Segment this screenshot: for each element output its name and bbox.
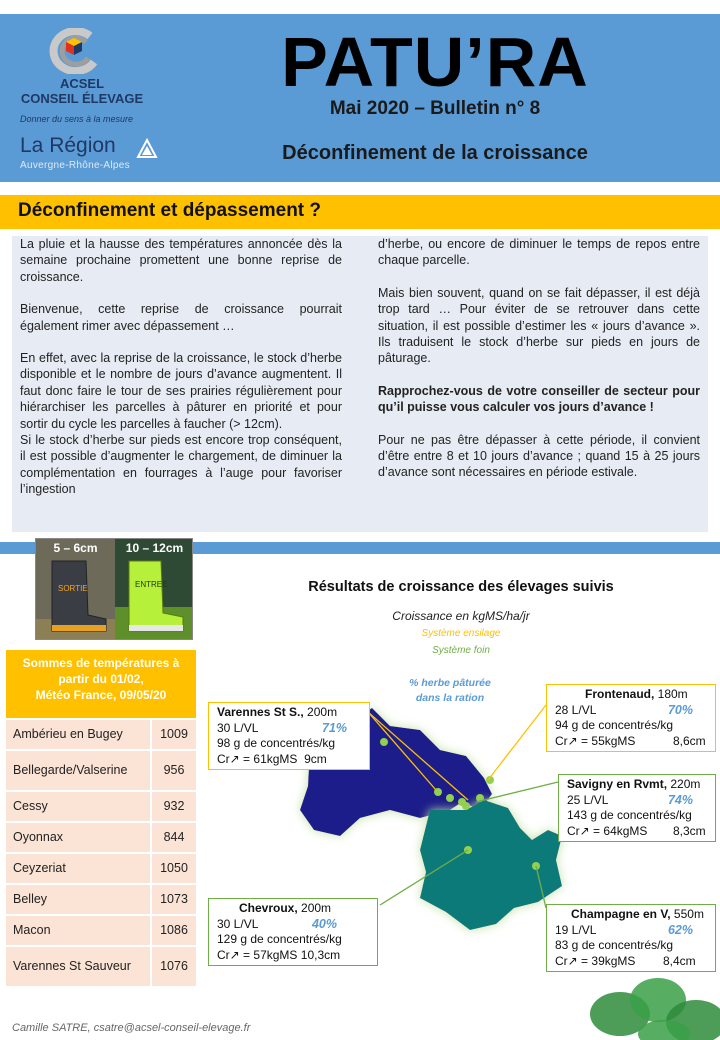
table-row [6,749,196,790]
article-callout: Rapprochez-vous de votre conseiller de secteur pour qu’il puisse vous calculer vos jours d’avance ! [378,383,700,415]
table-row [6,945,196,986]
farm-herb-percent: 40% [311,916,337,931]
article-column-right [378,236,700,497]
acsel-logo-icon [42,28,102,74]
article-paragraph: d’herbe, ou encore de diminuer le temps de repos entre chaque parcelle. [378,237,700,268]
farm-herb-percent: 74% [667,792,693,807]
farm-milk: 19 L/VL [555,922,597,937]
article-paragraph: Bienvenue, cette reprise de croissance pourrait également rimer avec dépassement … [20,302,342,333]
farm-name: Savigny en Rvmt, [567,777,668,791]
farm-name: Champagne en V, [571,907,671,921]
table-row [6,821,196,852]
farm-height: 8,6cm [673,733,706,748]
farm-growth: Cr↗ = 61kgMS [217,751,298,766]
article-paragraph: La pluie et la hausse des températures annoncée dès la semaine prochaine promettent une bonne reprise de croissance. [20,237,342,284]
temperature-sum: 932 [163,799,185,813]
table-row [6,914,196,945]
page-title: PATU’RA [281,23,589,101]
farm-marker [380,738,388,746]
temperature-sum: 844 [163,830,185,844]
herbe-note-line: % herbe pâturée [409,677,491,689]
article-column-left [20,236,342,498]
farm-altitude: 550m [670,907,704,921]
farm-height: 8,4cm [663,953,696,968]
boot-photo-low-grass [36,539,115,640]
farm-marker [434,788,442,796]
farm-milk: 30 L/VL [217,720,259,735]
farm-herb-percent: 70% [667,702,693,717]
article-paragraph: En effet, avec la reprise de la croissance, le stock d’herbe disponible et le nombre de jours d’avance augmentent. Il faut donc faire le tour de ses prairies régulièrement pour hiérarchiser les parcelles à pâturer en priorité et pour sortir du cycle les parcelles à faucher (> 12cm). [20,351,342,431]
farm-herb-percent: 62% [667,922,693,937]
boot-text-right: ENTREE [135,580,168,589]
article-paragraph: Mais bien souvent, quand on se fait dépasser, il est déjà trop tard … Pour éviter de se retrouver dans cette situation, il est possible d’estimer les « jours d’avance ». Ils traduisent le stock d’herbe sur pieds en jours de pâturage. [378,285,700,366]
farm-name: Varennes St S., [217,705,304,719]
farm-concentrates: 129 g de concentrés/kg [217,932,342,946]
station-name: Bellegarde/Valserine [13,763,128,777]
station-name: Varennes St Sauveur [13,959,131,973]
legend-ensilage: Système ensilage [421,628,501,639]
farm-name: Frontenaud, [585,687,655,701]
logo-name [14,76,150,106]
logo-tagline: Donner du sens à la mesure [20,114,134,124]
map-ain [420,800,562,930]
farm-marker [476,794,484,802]
farm-altitude: 200m [303,705,338,719]
station-name: Ambérieu en Bugey [13,727,123,741]
header-banner [0,14,720,182]
logo-sub-text: CONSEIL ÉLEVAGE [20,91,144,106]
temperature-table [6,718,196,986]
results-title: Résultats de croissance des élevages suivis [308,579,614,595]
temperature-sum: 1009 [160,727,188,741]
farm-milk: 30 L/VL [217,916,259,931]
farm-concentrates: 83 g de concentrés/kg [555,938,674,952]
farm-card-savigny [558,774,716,842]
farm-card-varennes [208,702,370,770]
farm-marker [462,802,470,810]
farm-altitude: 180m [654,687,688,701]
farm-herb-percent: 71% [321,720,347,735]
station-name: Cessy [13,799,48,813]
temperature-sum: 1073 [160,892,188,906]
region-sub: Auvergne-Rhône-Alpes [20,160,130,171]
farm-growth: Cr↗ = 57kgMS [217,947,298,962]
table-row [6,852,196,883]
photo-label-right: 10 – 12cm [125,541,184,555]
section-heading: Déconfinement et dépassement ? [18,200,322,221]
station-name: Macon [13,923,51,937]
temperature-sum: 1076 [160,959,188,973]
results-units: Croissance en kgMS/ha/jr [392,609,530,623]
boot-photo-high-grass [115,539,193,640]
farm-marker [446,794,454,802]
farm-growth: Cr↗ = 64kgMS [567,823,648,838]
farm-card-chevroux [208,898,378,966]
table-row [6,790,196,821]
region-logo-icon [136,138,158,160]
page-subtitle: Déconfinement de la croissance [282,142,588,164]
boots-photo [35,538,193,640]
station-name: Ceyzeriat [13,861,66,875]
farm-name: Chevroux, [239,901,298,915]
farm-card-frontenaud [546,684,716,752]
station-name: Belley [13,892,48,906]
farm-height: 9cm [304,751,327,766]
farm-growth: Cr↗ = 55kgMS [555,733,636,748]
section-banner [0,195,720,229]
legend-foin: Système foin [432,645,490,656]
temperature-sum: 1050 [160,861,188,875]
article-body [12,236,708,532]
bulletin-number: Mai 2020 – Bulletin n° 8 [329,98,541,119]
temperature-table-header [6,650,196,718]
table-row [6,718,196,749]
herbe-note [386,676,514,706]
temperature-header-line: Météo France, 09/05/20 [35,688,167,702]
farm-milk: 25 L/VL [567,792,609,807]
farm-concentrates: 143 g de concentrés/kg [567,808,692,822]
footer-contact: Camille SATRE, csatre@acsel-conseil-elevage.fr [12,1022,251,1034]
farm-altitude: 220m [667,777,701,791]
region-name: La Région [20,134,116,157]
farm-height: 8,3cm [673,823,706,838]
article-paragraph: Si le stock d’herbe sur pieds est encore trop conséquent, il est possible d’augmenter le chargement, de diminuer la complémentation en fourrages à l’auge pour favoriser l’ingestion [20,433,342,497]
temperature-sum: 1086 [160,923,188,937]
farm-concentrates: 98 g de concentrés/kg [217,736,336,750]
farm-marker [464,846,472,854]
boot-text-left: SORTIE [58,584,88,593]
temperature-header-line: Sommes de températures à [22,656,180,670]
farm-concentrates: 94 g de concentrés/kg [555,718,674,732]
clover-icon [560,930,720,1040]
photo-label-left: 5 – 6cm [53,541,98,555]
farm-marker [532,862,540,870]
farm-height: 10,3cm [300,947,341,962]
farm-altitude: 200m [297,901,332,915]
farm-milk: 28 L/VL [555,702,597,717]
article-paragraph: Pour ne pas être dépasser à cette période, il convient d’être entre 8 et 10 jours d’avance ; quand 15 à 25 jours d’avance sont nécessaires en période estivale. [378,432,700,480]
temperature-header-line: partir du 01/02, [58,672,144,686]
herbe-note-line: dans la ration [415,692,485,704]
station-name: Oyonnax [13,830,64,844]
farm-marker [486,776,494,784]
logo-name-text: ACSEL [59,76,105,91]
farm-growth: Cr↗ = 39kgMS [555,953,636,968]
table-row [6,883,196,914]
temperature-sum: 956 [163,763,185,777]
acsel-logo [14,26,164,176]
